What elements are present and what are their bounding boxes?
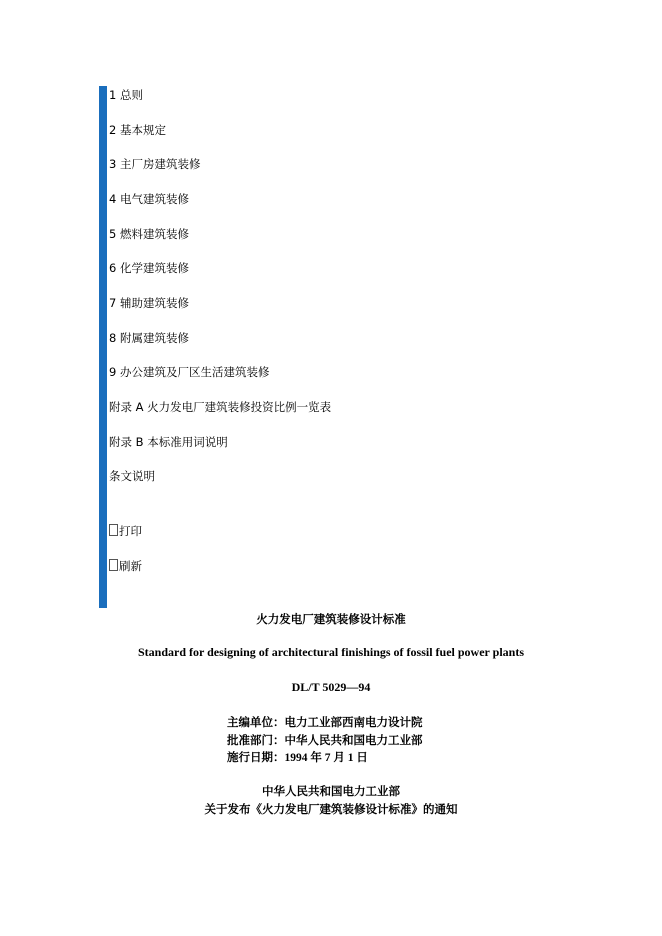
effective-value: 1994 年 7 月 1 日 (284, 752, 368, 764)
editor-label: 主编单位： (227, 715, 285, 729)
toc-link-5[interactable]: 5 燃料建筑装修 (109, 227, 189, 241)
toc-link-appendix-a[interactable]: 附录 A 火力发电厂建筑装修投资比例一览表 (109, 400, 332, 414)
toc-link-9[interactable]: 9 办公建筑及厂区生活建筑装修 (109, 365, 270, 379)
refresh-button[interactable] (109, 559, 142, 573)
refresh-label: 刷新 (119, 559, 142, 573)
toc-link-6[interactable]: 6 化学建筑装修 (109, 261, 189, 275)
approver-value: 中华人民共和国电力工业部 (284, 733, 423, 747)
document-title-cn: 火力发电厂建筑装修设计标准 (256, 612, 406, 626)
toc-link-3[interactable]: 3 主厂房建筑装修 (109, 157, 201, 171)
notice-issuer: 中华人民共和国电力工业部 (262, 784, 400, 798)
approver-line (227, 732, 423, 748)
editor-line (227, 714, 423, 730)
document-code: DL/T 5029—94 (291, 680, 371, 694)
toc-link-2[interactable]: 2 基本规定 (109, 123, 166, 137)
effective-label: 施行日期： (227, 750, 285, 764)
toc-link-8[interactable]: 8 附属建筑装修 (109, 331, 189, 345)
print-icon (109, 524, 118, 536)
editor-value: 电力工业部西南电力设计院 (284, 715, 423, 729)
notice-title: 关于发布《火力发电厂建筑装修设计标准》的通知 (204, 802, 458, 816)
document-title-en: Standard for designing of architectural finishings of fossil fuel power plants (137, 645, 525, 659)
toc-link-4[interactable]: 4 电气建筑装修 (109, 192, 189, 206)
toc-link-1[interactable]: 1 总则 (109, 88, 143, 102)
refresh-icon (109, 559, 118, 571)
toc-link-appendix-b[interactable]: 附录 B 本标准用词说明 (109, 435, 228, 449)
approver-label: 批准部门： (227, 733, 285, 747)
toc-link-7[interactable]: 7 辅助建筑装修 (109, 296, 189, 310)
sidebar-accent-bar (99, 86, 107, 608)
print-button[interactable] (109, 524, 142, 538)
effective-date-line (227, 749, 368, 765)
toc-link-explanation[interactable]: 条文说明 (109, 469, 155, 483)
print-label: 打印 (119, 524, 142, 538)
